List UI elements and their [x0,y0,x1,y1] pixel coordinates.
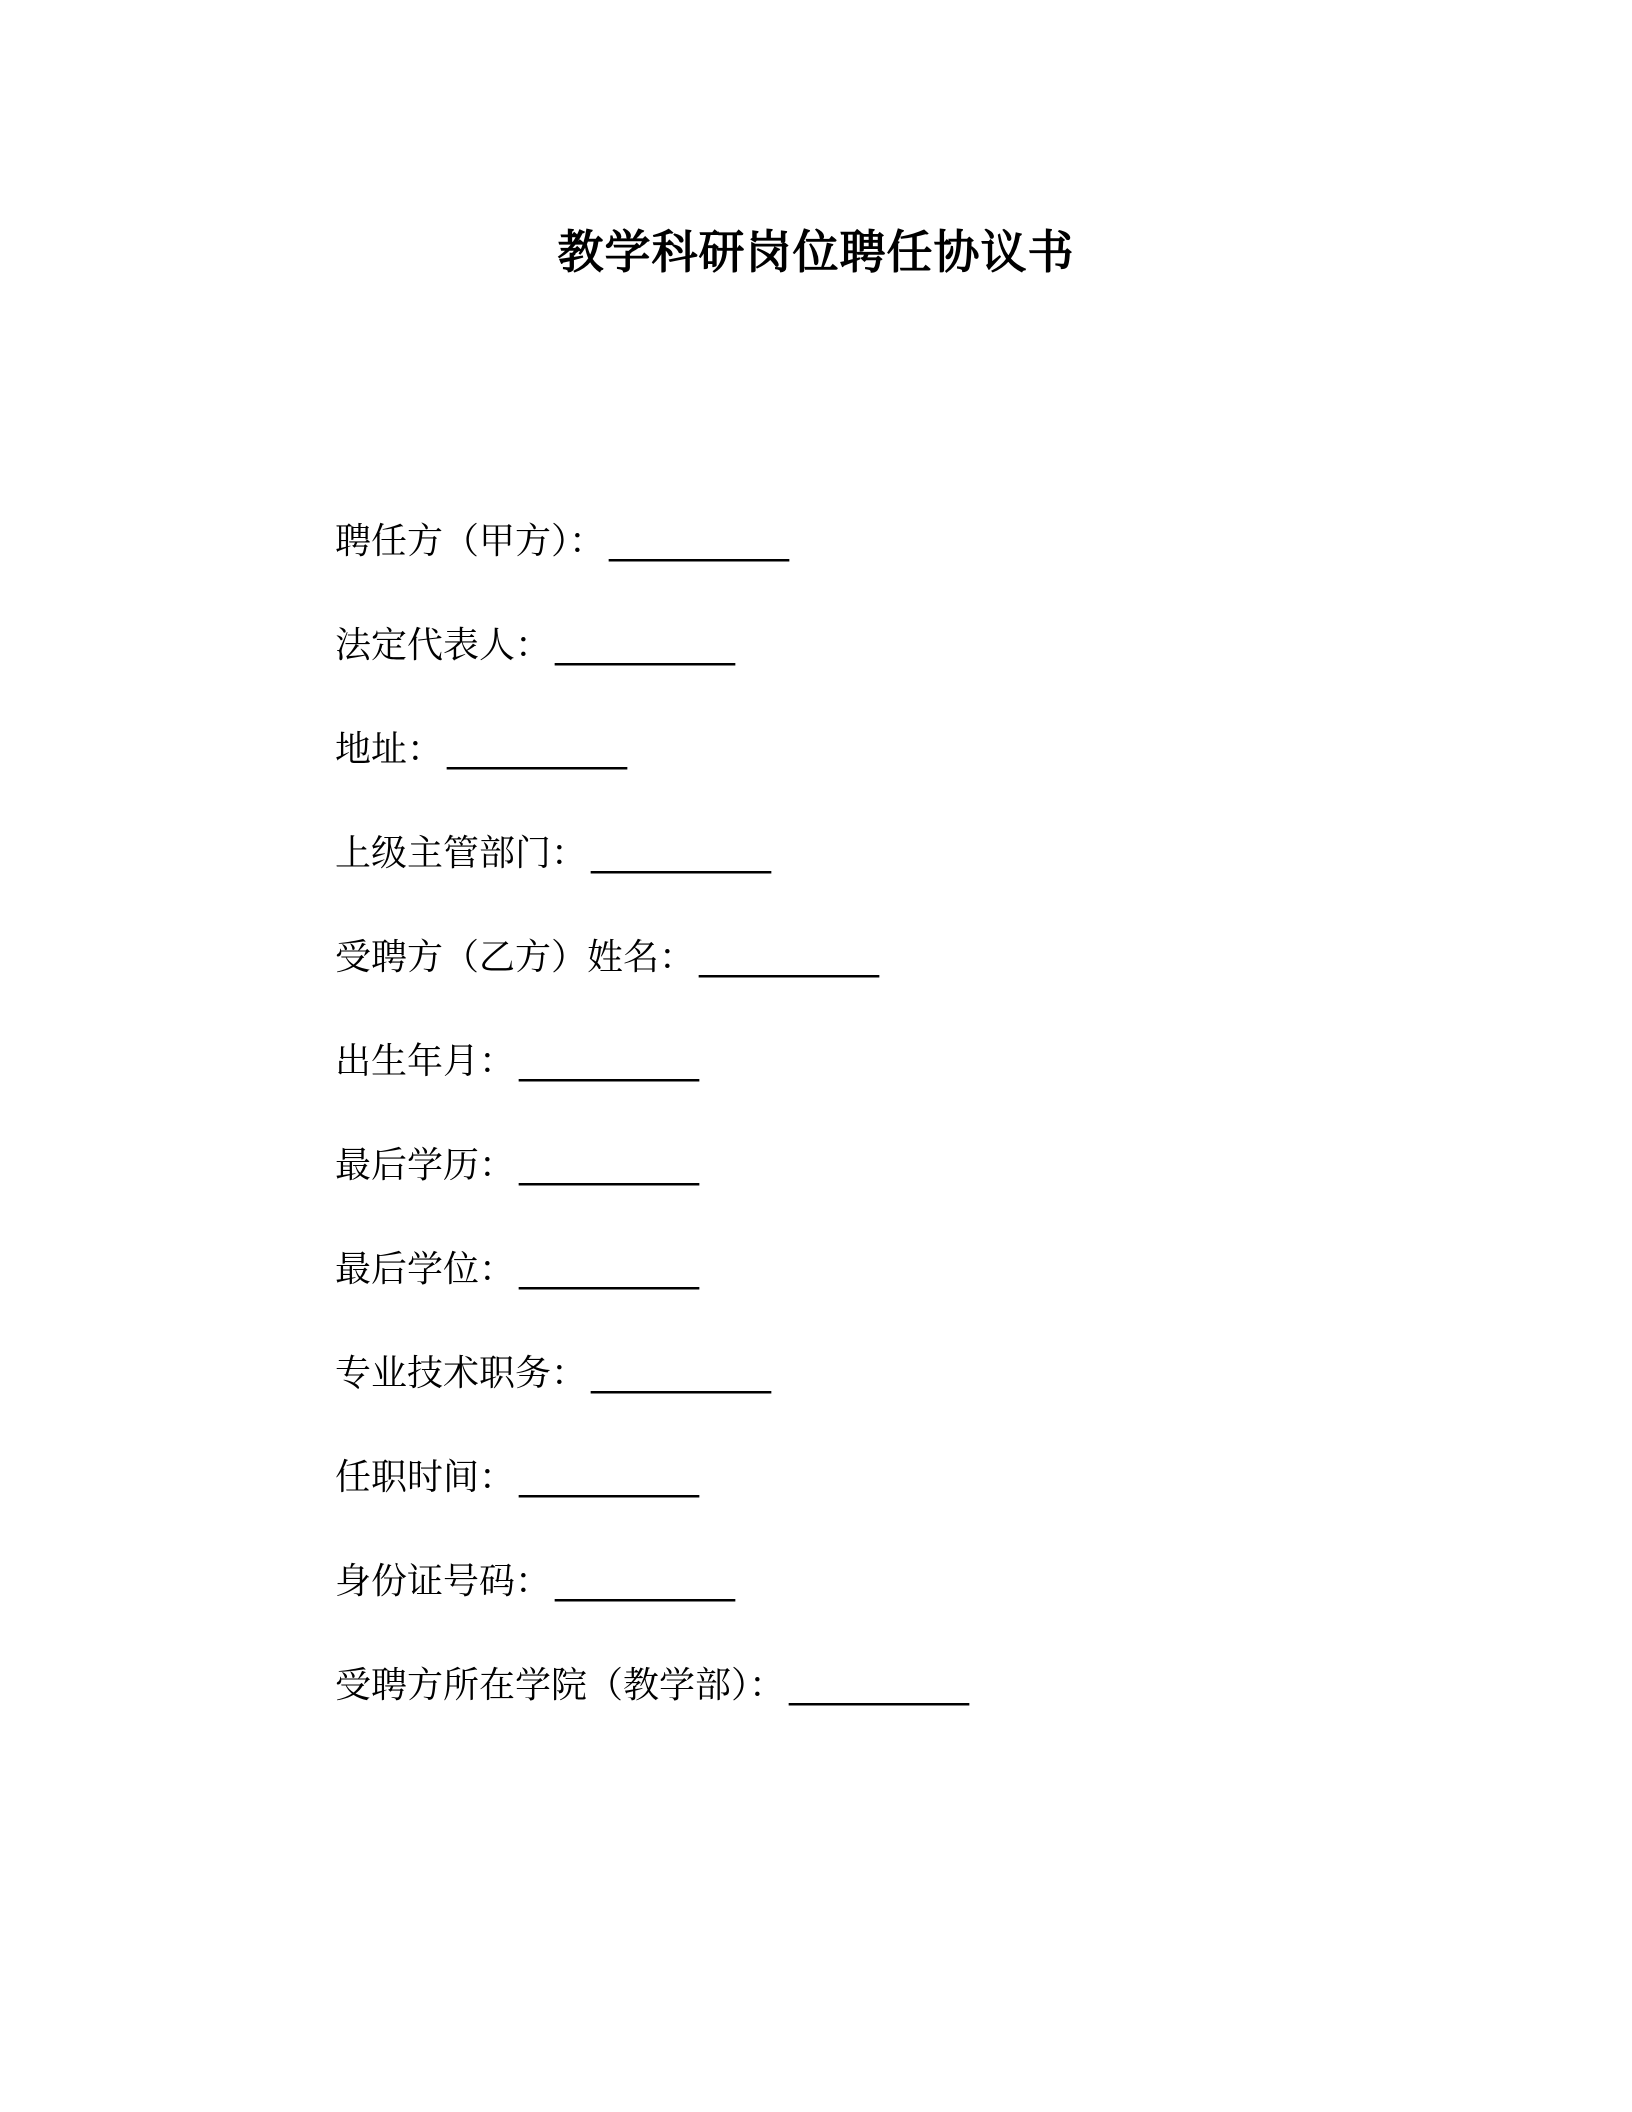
field-blank: __________ [519,1041,700,1082]
field-blank: __________ [699,937,880,978]
field-blank: __________ [591,1353,772,1394]
field-employer [335,490,1435,594]
field-college [335,1634,1435,1738]
field-blank: __________ [591,833,772,874]
field-appointment-date [335,1426,1435,1530]
field-label: 出生年月： [335,1041,516,1082]
field-legal-representative [335,594,1435,698]
field-blank: __________ [789,1665,970,1706]
field-address [335,698,1435,802]
field-label: 任职时间： [335,1457,516,1498]
field-id-number [335,1530,1435,1634]
field-birth-date [335,1010,1435,1114]
field-blank: __________ [555,1561,736,1602]
field-blank: __________ [519,1457,700,1498]
field-blank: __________ [609,521,790,562]
field-label: 专业技术职务： [335,1353,588,1394]
field-highest-education [335,1114,1435,1218]
field-label: 最后学历： [335,1145,516,1186]
field-label: 受聘方所在学院（教学部）： [335,1665,786,1706]
field-employee-name [335,906,1435,1010]
document-title: 教学科研岗位聘任协议书 [557,225,1075,279]
field-label: 法定代表人： [335,625,552,666]
field-label: 最后学位： [335,1249,516,1290]
field-professional-title [335,1322,1435,1426]
field-label: 地址： [335,729,444,770]
party-info-fields [335,490,1435,1738]
field-blank: __________ [519,1145,700,1186]
field-blank: __________ [519,1249,700,1290]
field-label: 上级主管部门： [335,833,588,874]
field-label: 聘任方（甲方）： [335,521,606,562]
field-blank: __________ [447,729,628,770]
field-highest-degree [335,1218,1435,1322]
field-label: 受聘方（乙方）姓名： [335,937,696,978]
field-label: 身份证号码： [335,1561,552,1602]
field-blank: __________ [555,625,736,666]
field-supervising-department [335,802,1435,906]
